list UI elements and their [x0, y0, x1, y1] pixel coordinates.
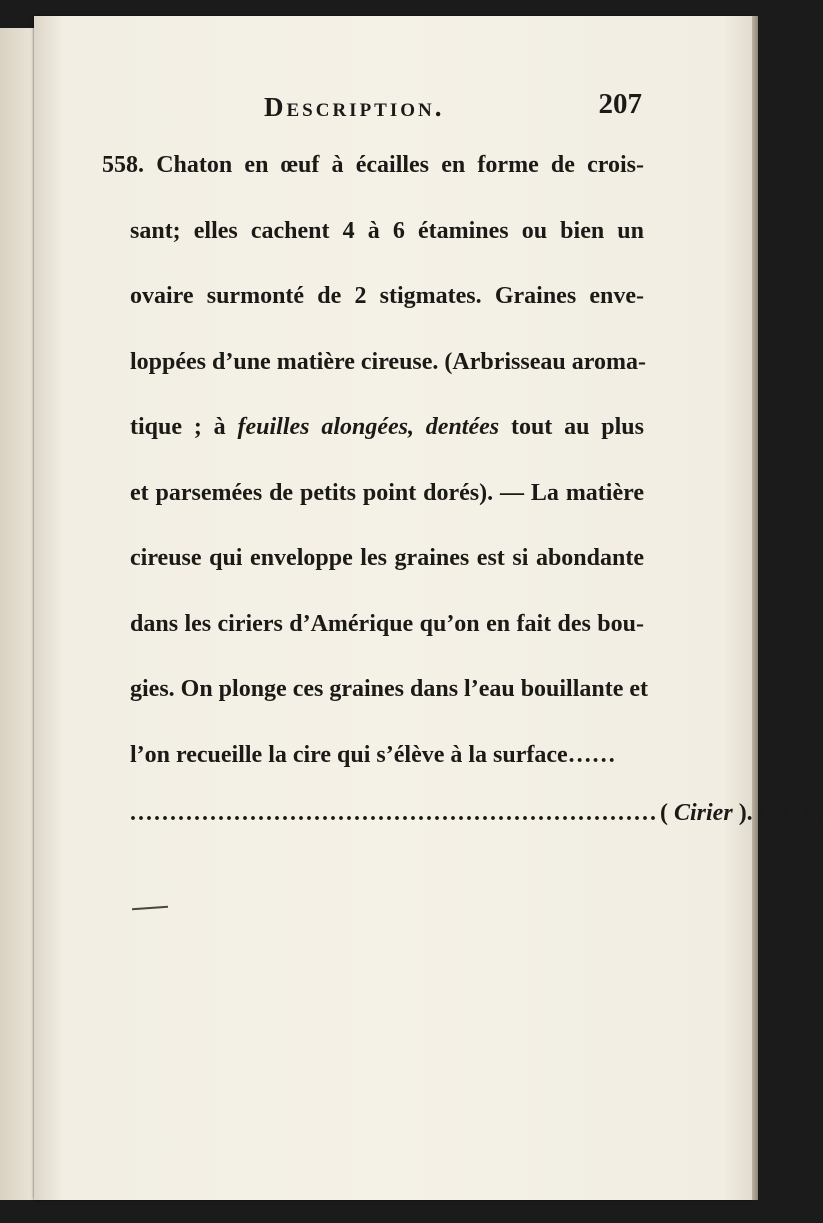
text-line: tique ; à feuilles alongées, dentées tout au plus — [130, 414, 644, 440]
page-edge-shadow — [752, 16, 758, 1200]
text-line: gies. On plonge ces graines dans l’eau bouillante et — [130, 676, 649, 702]
text-line: ovaire surmonté de 2 stigmates. Graines enve- — [130, 283, 644, 309]
italic-phrase: feuilles alongées, dentées — [237, 414, 500, 440]
running-head-title: Description. — [264, 92, 445, 122]
text-line: 558. Chaton en œuf à écailles en forme de crois- — [102, 152, 644, 178]
page-number: 207 — [598, 88, 642, 120]
entry-text — [102, 145, 649, 800]
leader-dots: .................................................................. — [130, 800, 658, 826]
signature-line — [130, 800, 823, 827]
author-name: Galé. — [758, 800, 823, 826]
common-name: Cirier — [674, 800, 733, 826]
signature-attribution: ( Cirier ). Galé. — [660, 800, 823, 826]
page-header — [232, 88, 642, 128]
text-line: sant; elles cachent 4 à 6 étamines ou bien un — [130, 217, 644, 244]
text-line: dans les ciriers d’Amérique qu’on en fait des bou- — [130, 610, 644, 637]
text-line: l’on recueille la cire qui s’élève à la surface…… — [130, 741, 616, 768]
text-line: cireuse qui enveloppe les graines est si abondante — [130, 545, 644, 571]
text-line: loppées d’une matière cireuse. (Arbrisseau aroma- — [130, 348, 646, 375]
text-line: et parsemées de petits point dorés). — La matière — [130, 479, 644, 506]
